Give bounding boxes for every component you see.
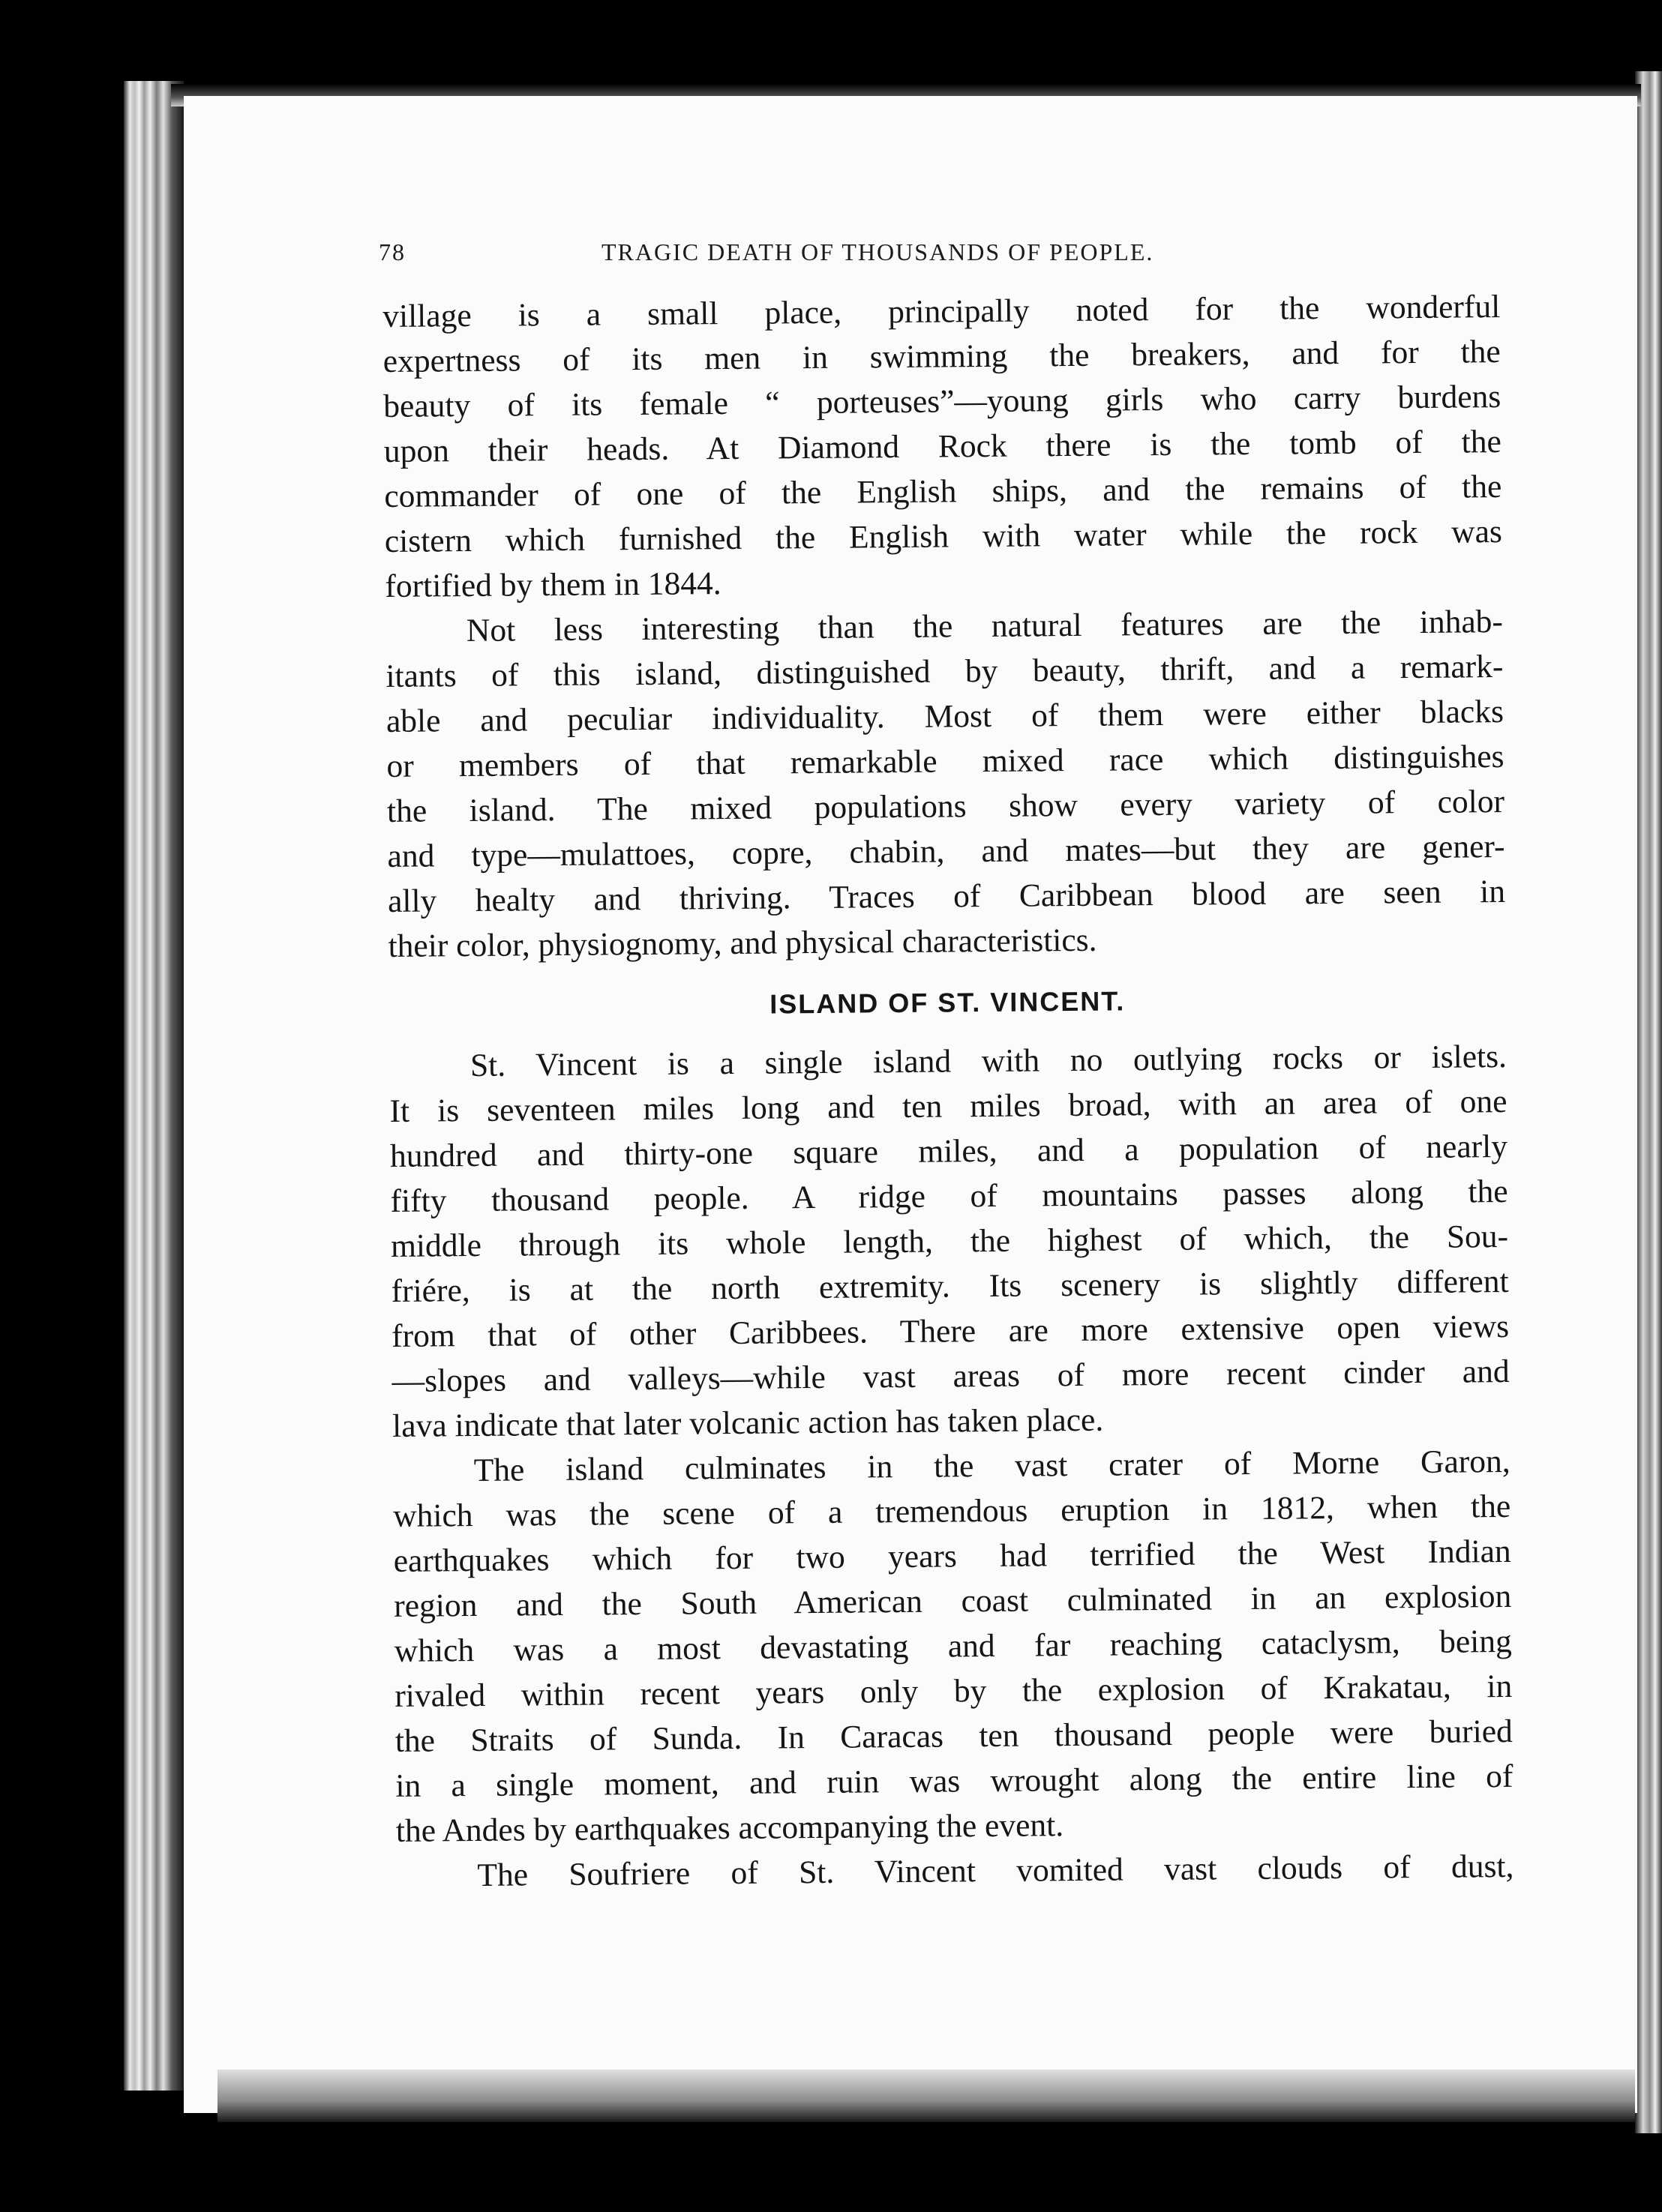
text-line: The island culminates in the vast crater of Morne Garon, xyxy=(473,1443,1510,1488)
text-line: which was the scene of a tremendous eruption in 1812, when the xyxy=(393,1488,1511,1534)
text-line: commander of one of the English ships, and the remains of the xyxy=(384,468,1502,514)
text-line: the island. The mixed populations show every variety of color xyxy=(386,783,1505,829)
paragraph xyxy=(389,1034,1510,1449)
text-line: which was a most devastating and far reaching cataclysm, being xyxy=(394,1623,1512,1669)
text-line: earthquakes which for two years had terrified the West Indian xyxy=(393,1533,1511,1579)
text-line: Not less interesting than the natural features are the inhab- xyxy=(466,603,1504,649)
section-heading: ISLAND OF ST. VINCENT. xyxy=(770,985,1126,1020)
text-line: The Soufriere of St. Vincent vomited vast clouds of dust, xyxy=(477,1848,1514,1893)
text-line: itants of this island, distinguished by beauty, thrift, and a remark- xyxy=(386,648,1504,694)
text-line: It is seventeen miles long and ten miles broad, with an area of one xyxy=(389,1083,1508,1129)
text-line: the Straits of Sunda. In Caracas ten thousand people were buried xyxy=(394,1713,1513,1759)
text-line: hundred and thirty-one square miles, and a population of nearly xyxy=(389,1128,1508,1174)
paragraph xyxy=(386,599,1506,969)
text-line: middle through its whole length, the highest of which, the Sou- xyxy=(390,1218,1509,1264)
body-text xyxy=(382,284,1514,1899)
text-line: —slopes and valleys—while vast areas of more recent cinder and xyxy=(392,1353,1510,1399)
text-line: fortified by them in 1844. xyxy=(385,565,722,604)
page-stack-edge xyxy=(1635,71,1662,2133)
text-line: rivaled within recent years only by the explosion of Krakatau, in xyxy=(394,1668,1513,1714)
text-line: St. Vincent is a single island with no outlying rocks or islets. xyxy=(470,1038,1508,1084)
text-line: village is a small place, principally noted for the wonderful xyxy=(382,288,1501,334)
text-line: their color, physiognomy, and physical characteristics. xyxy=(388,922,1097,964)
page-bottom-shadow xyxy=(218,2070,1635,2122)
text-line: cistern which furnished the English with water while the rock was xyxy=(384,513,1503,559)
text-line: friére, is at the north extremity. Its scenery is slightly different xyxy=(391,1263,1509,1309)
paragraph xyxy=(382,284,1503,609)
text-line: lava indicate that later volcanic action has taken place. xyxy=(392,1401,1104,1444)
text-line: and type—mulattoes, copre, chabin, and mates—but they are gener- xyxy=(387,828,1505,874)
page-number: 78 xyxy=(379,238,406,265)
text-line: able and peculiar individuality. Most of them were either blacks xyxy=(386,693,1504,739)
text-line: in a single moment, and ruin was wrought along the entire line of xyxy=(395,1758,1514,1804)
book-binding-edge xyxy=(124,81,184,2091)
text-line: the Andes by earthquakes accompanying the event. xyxy=(395,1807,1064,1849)
text-line: or members of that remarkable mixed race which distinguishes xyxy=(386,738,1504,784)
text-line: beauty of its female “ porteuses”—young girls who carry burdens xyxy=(383,378,1502,424)
running-title: TRAGIC DEATH OF THOUSANDS OF PEOPLE. xyxy=(602,238,1154,265)
text-line: fifty thousand people. A ridge of mountains passes along the xyxy=(390,1173,1508,1219)
paragraph xyxy=(392,1439,1514,1854)
text-line: upon their heads. At Diamond Rock there is the tomb of the xyxy=(383,423,1502,469)
text-line: expertness of its men in swimming the breakers, and for the xyxy=(382,333,1501,379)
text-line: region and the South American coast culminated in an explosion xyxy=(394,1578,1512,1624)
text-line: ally healty and thriving. Traces of Caribbean blood are seen in xyxy=(387,873,1506,919)
text-line: from that of other Caribbees. There are more extensive open views xyxy=(391,1308,1510,1354)
